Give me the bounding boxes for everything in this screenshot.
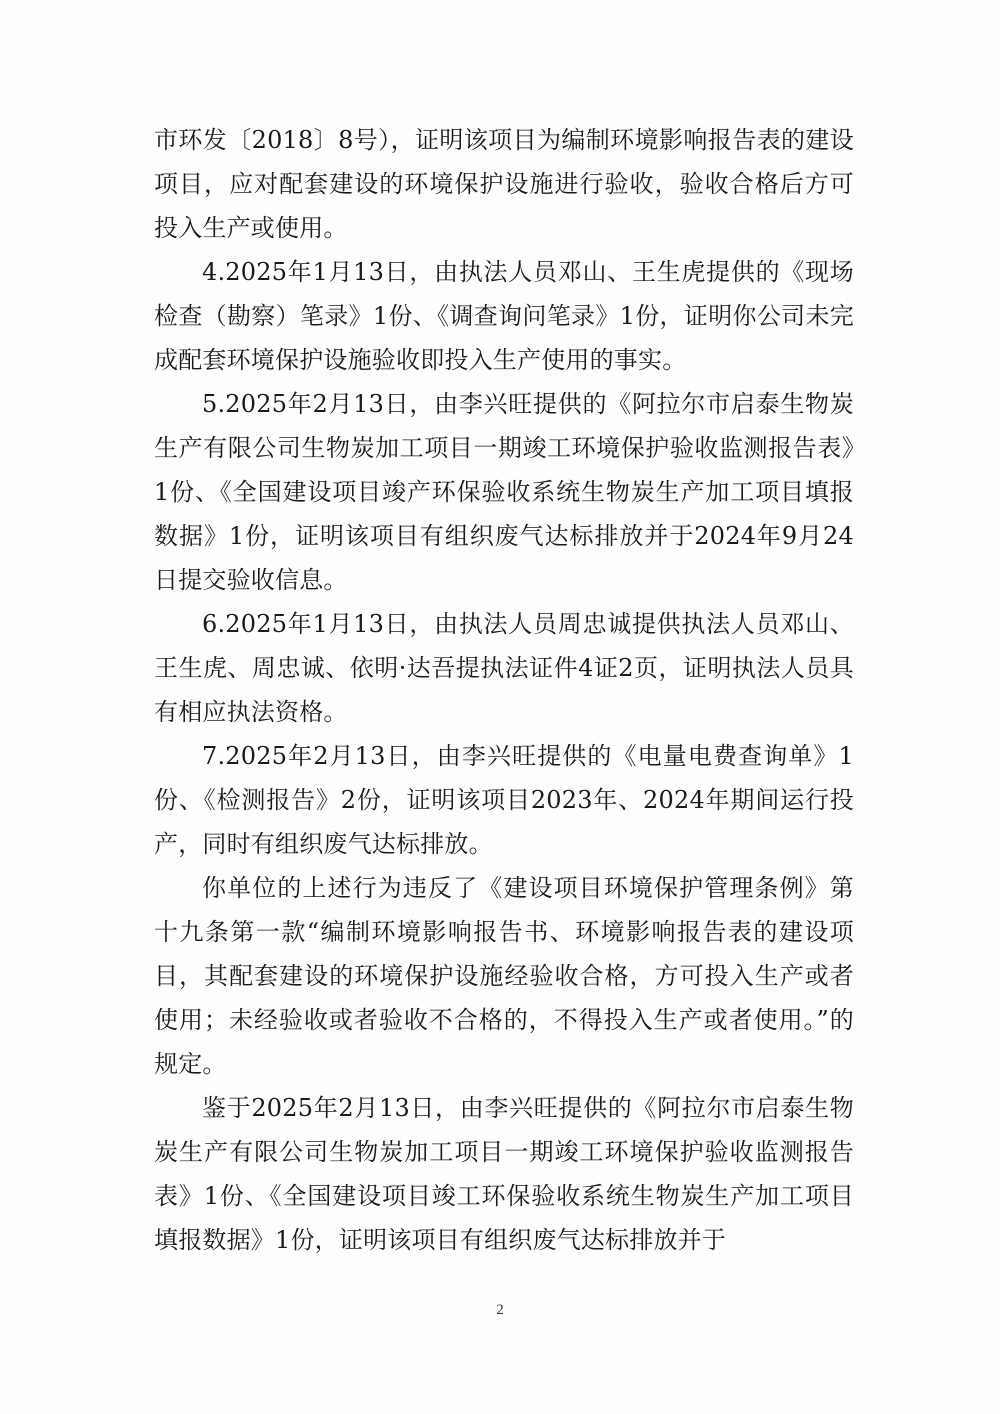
paragraph-evidence-7: 7.2025年2月13日，由李兴旺提供的《电量电费查询单》1份、《检测报告》2份，证明该项目2023年、2024年期间运行投产，同时有组织废气达标排放。: [154, 742, 854, 858]
paragraph-violation: 你单位的上述行为违反了《建设项目环境保护管理条例》第十九条第一款“编制环境影响报告书、环境影响报告表的建设项目，其配套建设的环境保护设施经验收合格，方可投入生产或者使用；未经验收或者验收不合格的，不得投入生产或者使用。”的规定。: [154, 874, 854, 1078]
body-text: [154, 118, 854, 1262]
paragraph-mitigation: 鉴于2025年2月13日，由李兴旺提供的《阿拉尔市启泰生物炭生产有限公司生物炭加工项目一期竣工环境保护验收监测报告表》1份、《全国建设项目竣工环保验收系统生物炭生产加工项目填报数据》1份，证明该项目有组织废气达标排放并于: [154, 1094, 854, 1254]
paragraph-evidence-4: 4.2025年1月13日，由执法人员邓山、王生虎提供的《现场检查（勘察）笔录》1份、《调查询问笔录》1份，证明你公司未完成配套环境保护设施验收即投入生产使用的事实。: [154, 258, 854, 374]
paragraph-evidence-6: 6.2025年1月13日，由执法人员周忠诚提供执法人员邓山、王生虎、周忠诚、依明·达吾提执法证件4证2页，证明执法人员具有相应执法资格。: [154, 610, 854, 726]
paragraph-continuation: 市环发〔2018〕8号），证明该项目为编制环境影响报告表的建设项目，应对配套建设的环境保护设施进行验收，验收合格后方可投入生产或使用。: [154, 126, 854, 242]
paragraph-evidence-5: 5.2025年2月13日，由李兴旺提供的《阿拉尔市启泰生物炭生产有限公司生物炭加工项目一期竣工环境保护验收监测报告表》1份、《全国建设项目竣产环保验收系统生物炭生产加工项目填报数据》1份，证明该项目有组织废气达标排放并于2024年9月24日提交验收信息。: [154, 390, 854, 594]
page-number: 2: [496, 1302, 504, 1318]
